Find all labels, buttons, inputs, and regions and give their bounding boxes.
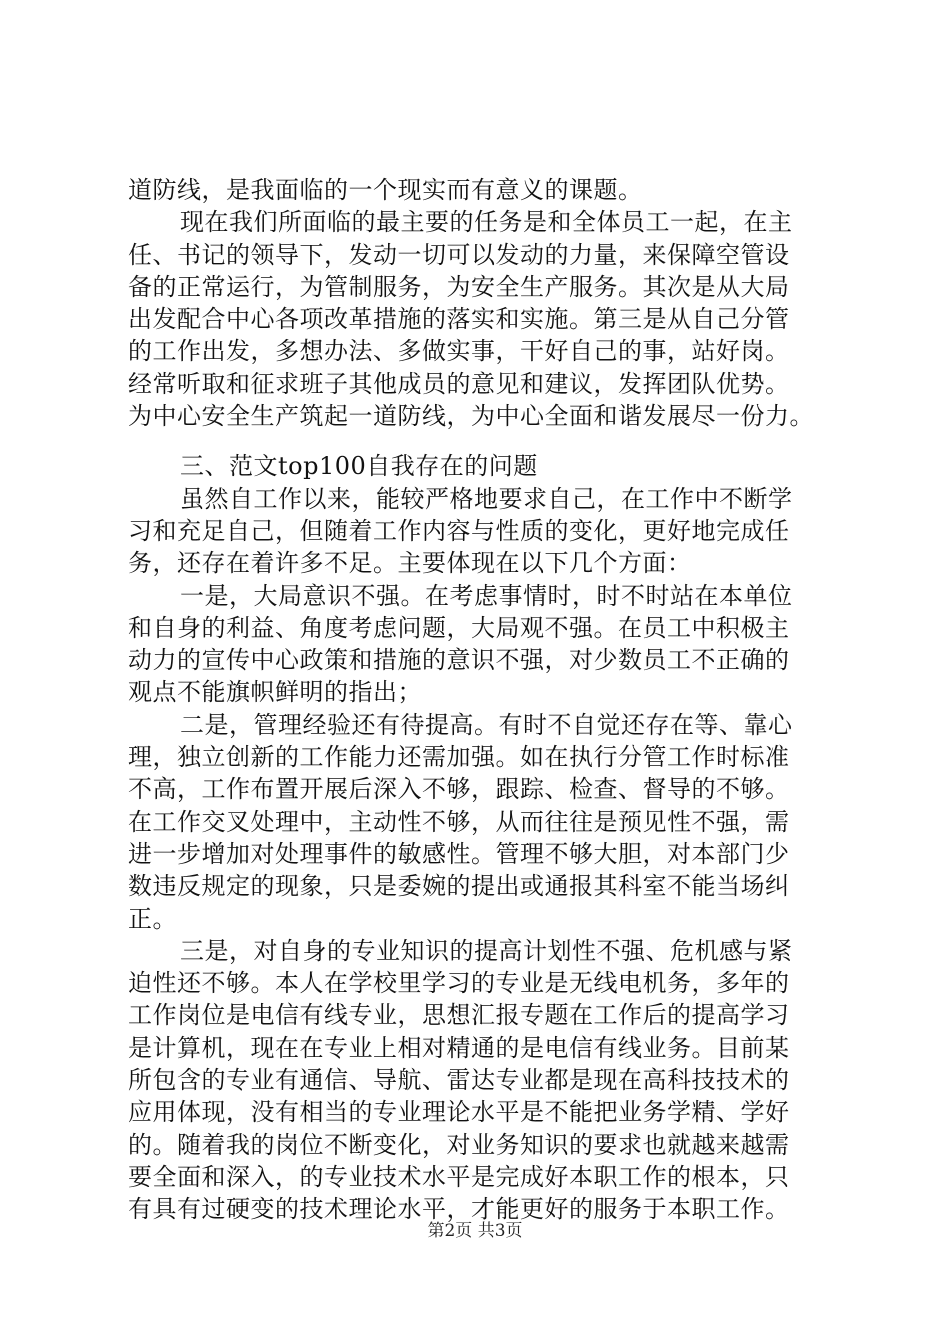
text-line: 要全面和深入，的专业技术水平是完成好本职工作的根本，只 — [128, 1162, 790, 1191]
text-line: 务，还存在着许多不足。主要体现在以下几个方面： — [128, 549, 692, 578]
page-footer: 第2页 共3页 — [427, 1221, 523, 1241]
text-line: 备的正常运行，为管制服务，为安全生产服务。其次是从大局 — [128, 272, 790, 301]
text-line: 动力的宣传中心政策和措施的意识不强，对少数员工不正确的 — [128, 646, 790, 675]
text-line: 出发配合中心各项改革措施的落实和实施。第三是从自己分管 — [128, 305, 790, 334]
text-line: 现在我们所面临的最主要的任务是和全体员工一起，在主 — [180, 208, 793, 237]
text-line: 的工作出发，多想办法、多做实事，干好自己的事，站好岗。 — [128, 337, 790, 366]
text-line: 应用体现，没有相当的专业理论水平是不能把业务学精、学好 — [128, 1098, 790, 1127]
paragraph-gap — [128, 432, 840, 450]
text-line: 理，独立创新的工作能力还需加强。如在执行分管工作时标准 — [128, 743, 790, 772]
text-line: 正。 — [128, 904, 177, 933]
text-line: 道防线，是我面临的一个现实而有意义的课题。 — [128, 176, 643, 204]
text-line: 是计算机，现在在专业上相对精通的是电信有线业务。目前某 — [128, 1033, 790, 1062]
text-line: 一是，大局意识不强。在考虑事情时，时不时站在本单位 — [180, 581, 793, 610]
text-line: 虽然自工作以来，能较严格地要求自己，在工作中不断学 — [180, 484, 793, 513]
text-line: 二是，管理经验还有待提高。有时不自觉还存在等、靠心 — [180, 710, 793, 739]
text-line: 所包含的专业有通信、导航、雷达专业都是现在高科技技术的 — [128, 1066, 790, 1095]
document-body — [128, 174, 840, 1226]
text-line: 三、范文top100自我存在的问题 — [180, 452, 538, 481]
text-line: 迫性还不够。本人在学校里学习的专业是无线电机务，多年的 — [128, 969, 790, 998]
text-line: 的。随着我的岗位不断变化，对业务知识的要求也就越来越需 — [128, 1130, 790, 1159]
text-line: 有具有过硬变的技术理论水平，才能更好的服务于本职工作。 — [128, 1195, 790, 1224]
text-line: 在工作交叉处理中，主动性不够，从而往往是预见性不强，需 — [128, 807, 790, 836]
text-line: 观点不能旗帜鲜明的指出； — [128, 678, 422, 707]
text-line: 经常听取和征求班子其他成员的意见和建议，发挥团队优势。 — [128, 369, 790, 398]
text-line: 任、书记的领导下，发动一切可以发动的力量，来保障空管设 — [128, 240, 790, 269]
text-line: 和自身的利益、角度考虑问题，大局观不强。在员工中积极主 — [128, 613, 790, 642]
text-line: 不高，工作布置开展后深入不够，跟踪、检查、督导的不够。 — [128, 775, 790, 804]
text-line: 工作岗位是电信有线专业，思想汇报专题在工作后的提高学习 — [128, 1001, 790, 1030]
text-line: 习和充足自己，但随着工作内容与性质的变化，更好地完成任 — [128, 516, 790, 545]
text-line: 为中心安全生产筑起一道防线，为中心全面和谐发展尽一份力。 — [128, 402, 814, 431]
text-line: 进一步增加对处理事件的敏感性。管理不够大胆，对本部门少 — [128, 839, 790, 868]
text-line: 数违反规定的现象，只是委婉的提出或通报其科室不能当场纠 — [128, 872, 790, 901]
text-line: 三是，对自身的专业知识的提高计划性不强、危机感与紧 — [180, 936, 793, 965]
